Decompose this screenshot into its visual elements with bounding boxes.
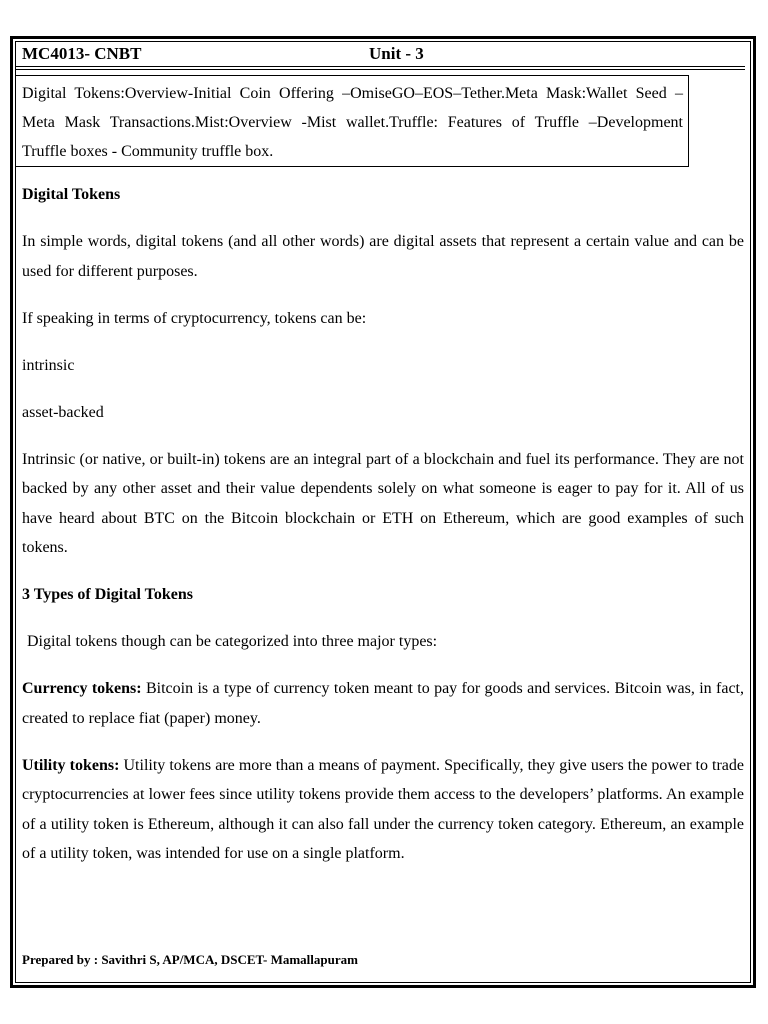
main-content xyxy=(22,180,744,886)
header-rule-double xyxy=(15,69,745,70)
paragraph-types-intro: Digital tokens though can be categorized into three major types: xyxy=(27,633,438,650)
utility-tokens-text: Utility tokens are more than a means of payment. Specifically, they give users the power to trade cryptocurrencies at lower fees since utility tokens provide them access to the developers’ platforms. An example of a utility token is Ethereum, although it can also fall under the currency token category. Ethereum, an example of a utility token, was intended for use on a single platform. xyxy=(22,756,745,862)
header-rule xyxy=(15,66,745,67)
paragraph-definition: In simple words, digital tokens (and all other words) are digital assets that represent a certain value and can be used for different purposes. xyxy=(22,233,744,280)
currency-tokens-text: Bitcoin is a type of currency token meant to pay for goods and services. Bitcoin was, in fact, created to replace fiat (paper) money. xyxy=(22,680,745,727)
paragraph-token-kinds: If speaking in terms of cryptocurrency, tokens can be: xyxy=(22,309,367,327)
paragraph-utility-tokens xyxy=(22,751,744,869)
currency-tokens-label: Currency tokens: xyxy=(22,680,142,697)
section-heading-digital-tokens: Digital Tokens xyxy=(22,186,121,203)
syllabus-box: Digital Tokens:Overview-Initial Coin Offering –OmiseGO–EOS–Tether.Meta Mask:Wallet Seed – Meta Mask Transactions.Mist:Overview -Mist wallet.Truffle: Features of Truffle –Development Truffle boxes - Community truffle box. xyxy=(15,75,689,167)
page-header xyxy=(22,44,745,66)
list-item-asset-backed: asset-backed xyxy=(22,403,104,421)
footer-prepared-by: Prepared by : Savithri S, AP/MCA, DSCET- Mamallapuram xyxy=(22,952,358,967)
utility-tokens-label: Utility tokens: xyxy=(22,756,120,774)
list-item-intrinsic: intrinsic xyxy=(22,356,75,374)
course-code: MC4013- CNBT xyxy=(22,44,142,63)
paragraph-currency-tokens xyxy=(22,674,744,733)
section-heading-types: 3 Types of Digital Tokens xyxy=(22,586,194,603)
paragraph-intrinsic: Intrinsic (or native, or built-in) tokens are an integral part of a blockchain and fuel its performance. They are not backed by any other asset and their value dependents solely on what someone is eager to pay for it. All of us have heard about BTC on the Bitcoin blockchain or ETH on Ethereum, which are good examples of such tokens. xyxy=(22,450,744,556)
unit-label: Unit - 3 xyxy=(369,44,424,63)
